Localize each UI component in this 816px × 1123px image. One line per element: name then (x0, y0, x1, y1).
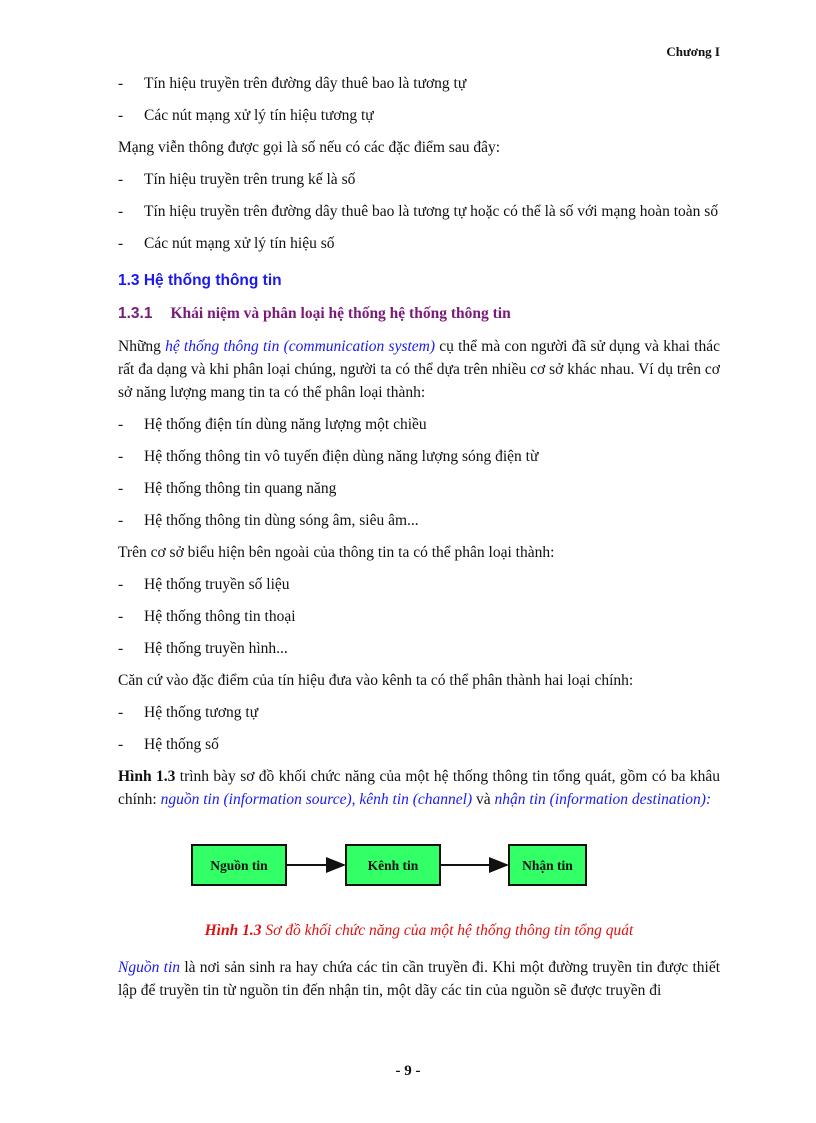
list-item-text: Tín hiệu truyền trên đường dây thuê bao là tương tự (144, 75, 467, 92)
subsection-heading-1-3-1 (118, 302, 720, 325)
para-text: và (472, 791, 495, 808)
list-item: - Tín hiệu truyền trên đường dây thuê bao là tương tự hoặc có thể là số với mạng hoàn toàn số (118, 203, 719, 220)
list-item-text: Hệ thống truyền hình... (144, 640, 288, 657)
paragraph-source (118, 956, 720, 1002)
list-item: - Hệ thống truyền hình... (118, 640, 288, 657)
paragraph-signal-type: Căn cứ vào đặc điểm của tín hiệu đưa vào kênh ta có thể phân thành hai loại chính: (118, 672, 634, 689)
list-item: - Hệ thống thông tin dùng sóng âm, siêu âm... (118, 512, 419, 529)
list-item: - Hệ thống truyền số liệu (118, 576, 290, 593)
list-item: - Các nút mạng xử lý tín hiệu số (118, 235, 335, 252)
figure-ref: Hình 1.3 (118, 768, 176, 785)
list-item-text: Hệ thống thông tin vô tuyến điện dùng năng lượng sóng điện từ (144, 448, 539, 465)
paragraph-intro (118, 335, 720, 404)
caption-text: Sơ đồ khối chức năng của một hệ thống thông tin tổng quát (261, 922, 634, 939)
list-item-text: Hệ thống truyền số liệu (144, 576, 290, 593)
list-item: - Hệ thống tương tự (118, 704, 259, 721)
list-item-text: Các nút mạng xử lý tín hiệu tương tự (144, 107, 374, 124)
list-item: - Tín hiệu truyền trên trung kế là số (118, 171, 356, 188)
box-channel: Kênh tin (345, 844, 441, 886)
list-item-text: Hệ thống thông tin dùng sóng âm, siêu âm... (144, 512, 419, 529)
list-item: - Hệ thống thông tin vô tuyến điện dùng năng lượng sóng điện từ (118, 448, 539, 465)
block-diagram (118, 824, 720, 919)
list-item-text: Hệ thống thông tin thoại (144, 608, 296, 625)
paragraph-appearance: Trên cơ sở biểu hiện bên ngoài của thông tin ta có thể phân loại thành: (118, 544, 555, 561)
box-destination: Nhận tin (508, 844, 587, 886)
para-emphasis: nguồn tin (information source), kênh tin (channel) (160, 791, 473, 808)
para-emphasis: nhận tin (information destination): (494, 791, 712, 808)
para-text: là nơi sản sinh ra hay chứa các tin cần truyền đi. Khi một đường truyền tin được thiết lập để truyền tin từ nguồn tin đến nhận tin, một dãy các tin của nguồn sẽ được truyền đi (118, 959, 721, 999)
subsection-title: Khái niệm và phân loại hệ thống hệ thống thông tin (170, 305, 511, 322)
chapter-header: Chương I (666, 44, 720, 59)
list-item-text: Tín hiệu truyền trên trung kế là số (144, 171, 356, 188)
section-heading-1-3: 1.3 Hệ thống thông tin (118, 272, 282, 289)
diagram-arrows (118, 824, 720, 919)
paragraph-digital-network: Mạng viễn thông được gọi là số nếu có các đặc điểm sau đây: (118, 139, 501, 156)
paragraph-figure-ref (118, 765, 720, 811)
page-number: - 9 - (395, 1063, 421, 1079)
list-item: - Các nút mạng xử lý tín hiệu tương tự (118, 107, 374, 124)
subsection-number: 1.3.1 (118, 305, 153, 322)
list-item: - Hệ thống thông tin thoại (118, 608, 296, 625)
list-item-text: Hệ thống tương tự (144, 704, 259, 721)
list-item-text: Hệ thống thông tin quang năng (144, 480, 337, 497)
para-emphasis: Nguồn tin (118, 959, 181, 976)
list-item: - Hệ thống thông tin quang năng (118, 480, 337, 497)
caption-label: Hình 1.3 (204, 922, 262, 939)
box-source: Nguồn tin (191, 844, 287, 886)
para-text: trình bày sơ đồ khối chức năng của một hệ thống thông tin tổng quát, gồm có ba khâu chính: (118, 768, 720, 808)
list-item-text: Các nút mạng xử lý tín hiệu số (144, 235, 335, 252)
list-item-text: Hệ thống điện tín dùng năng lượng một chiều (144, 416, 427, 433)
list-item: - Hệ thống số (118, 736, 219, 753)
para-text: cụ thể mà con người đã sử dụng và khai thác rất đa dạng và khi phân loại chúng, người ta có thể dựa trên nhiều cơ sở khác nhau. Ví dụ trên cơ sở năng lượng mang tin ta có thể phân loại thành: (118, 338, 720, 401)
para-emphasis: hệ thống thông tin (communication system) (165, 338, 436, 355)
figure-caption (118, 919, 720, 942)
page-content (118, 72, 720, 1011)
list-item-text: Hệ thống số (144, 736, 219, 753)
list-item-text: Tín hiệu truyền trên đường dây thuê bao là tương tự hoặc có thể là số với mạng hoàn toàn số (144, 203, 719, 220)
list-item: - Hệ thống điện tín dùng năng lượng một chiều (118, 416, 427, 433)
para-text: Những (118, 338, 166, 355)
list-item: - Tín hiệu truyền trên đường dây thuê bao là tương tự (118, 75, 467, 92)
